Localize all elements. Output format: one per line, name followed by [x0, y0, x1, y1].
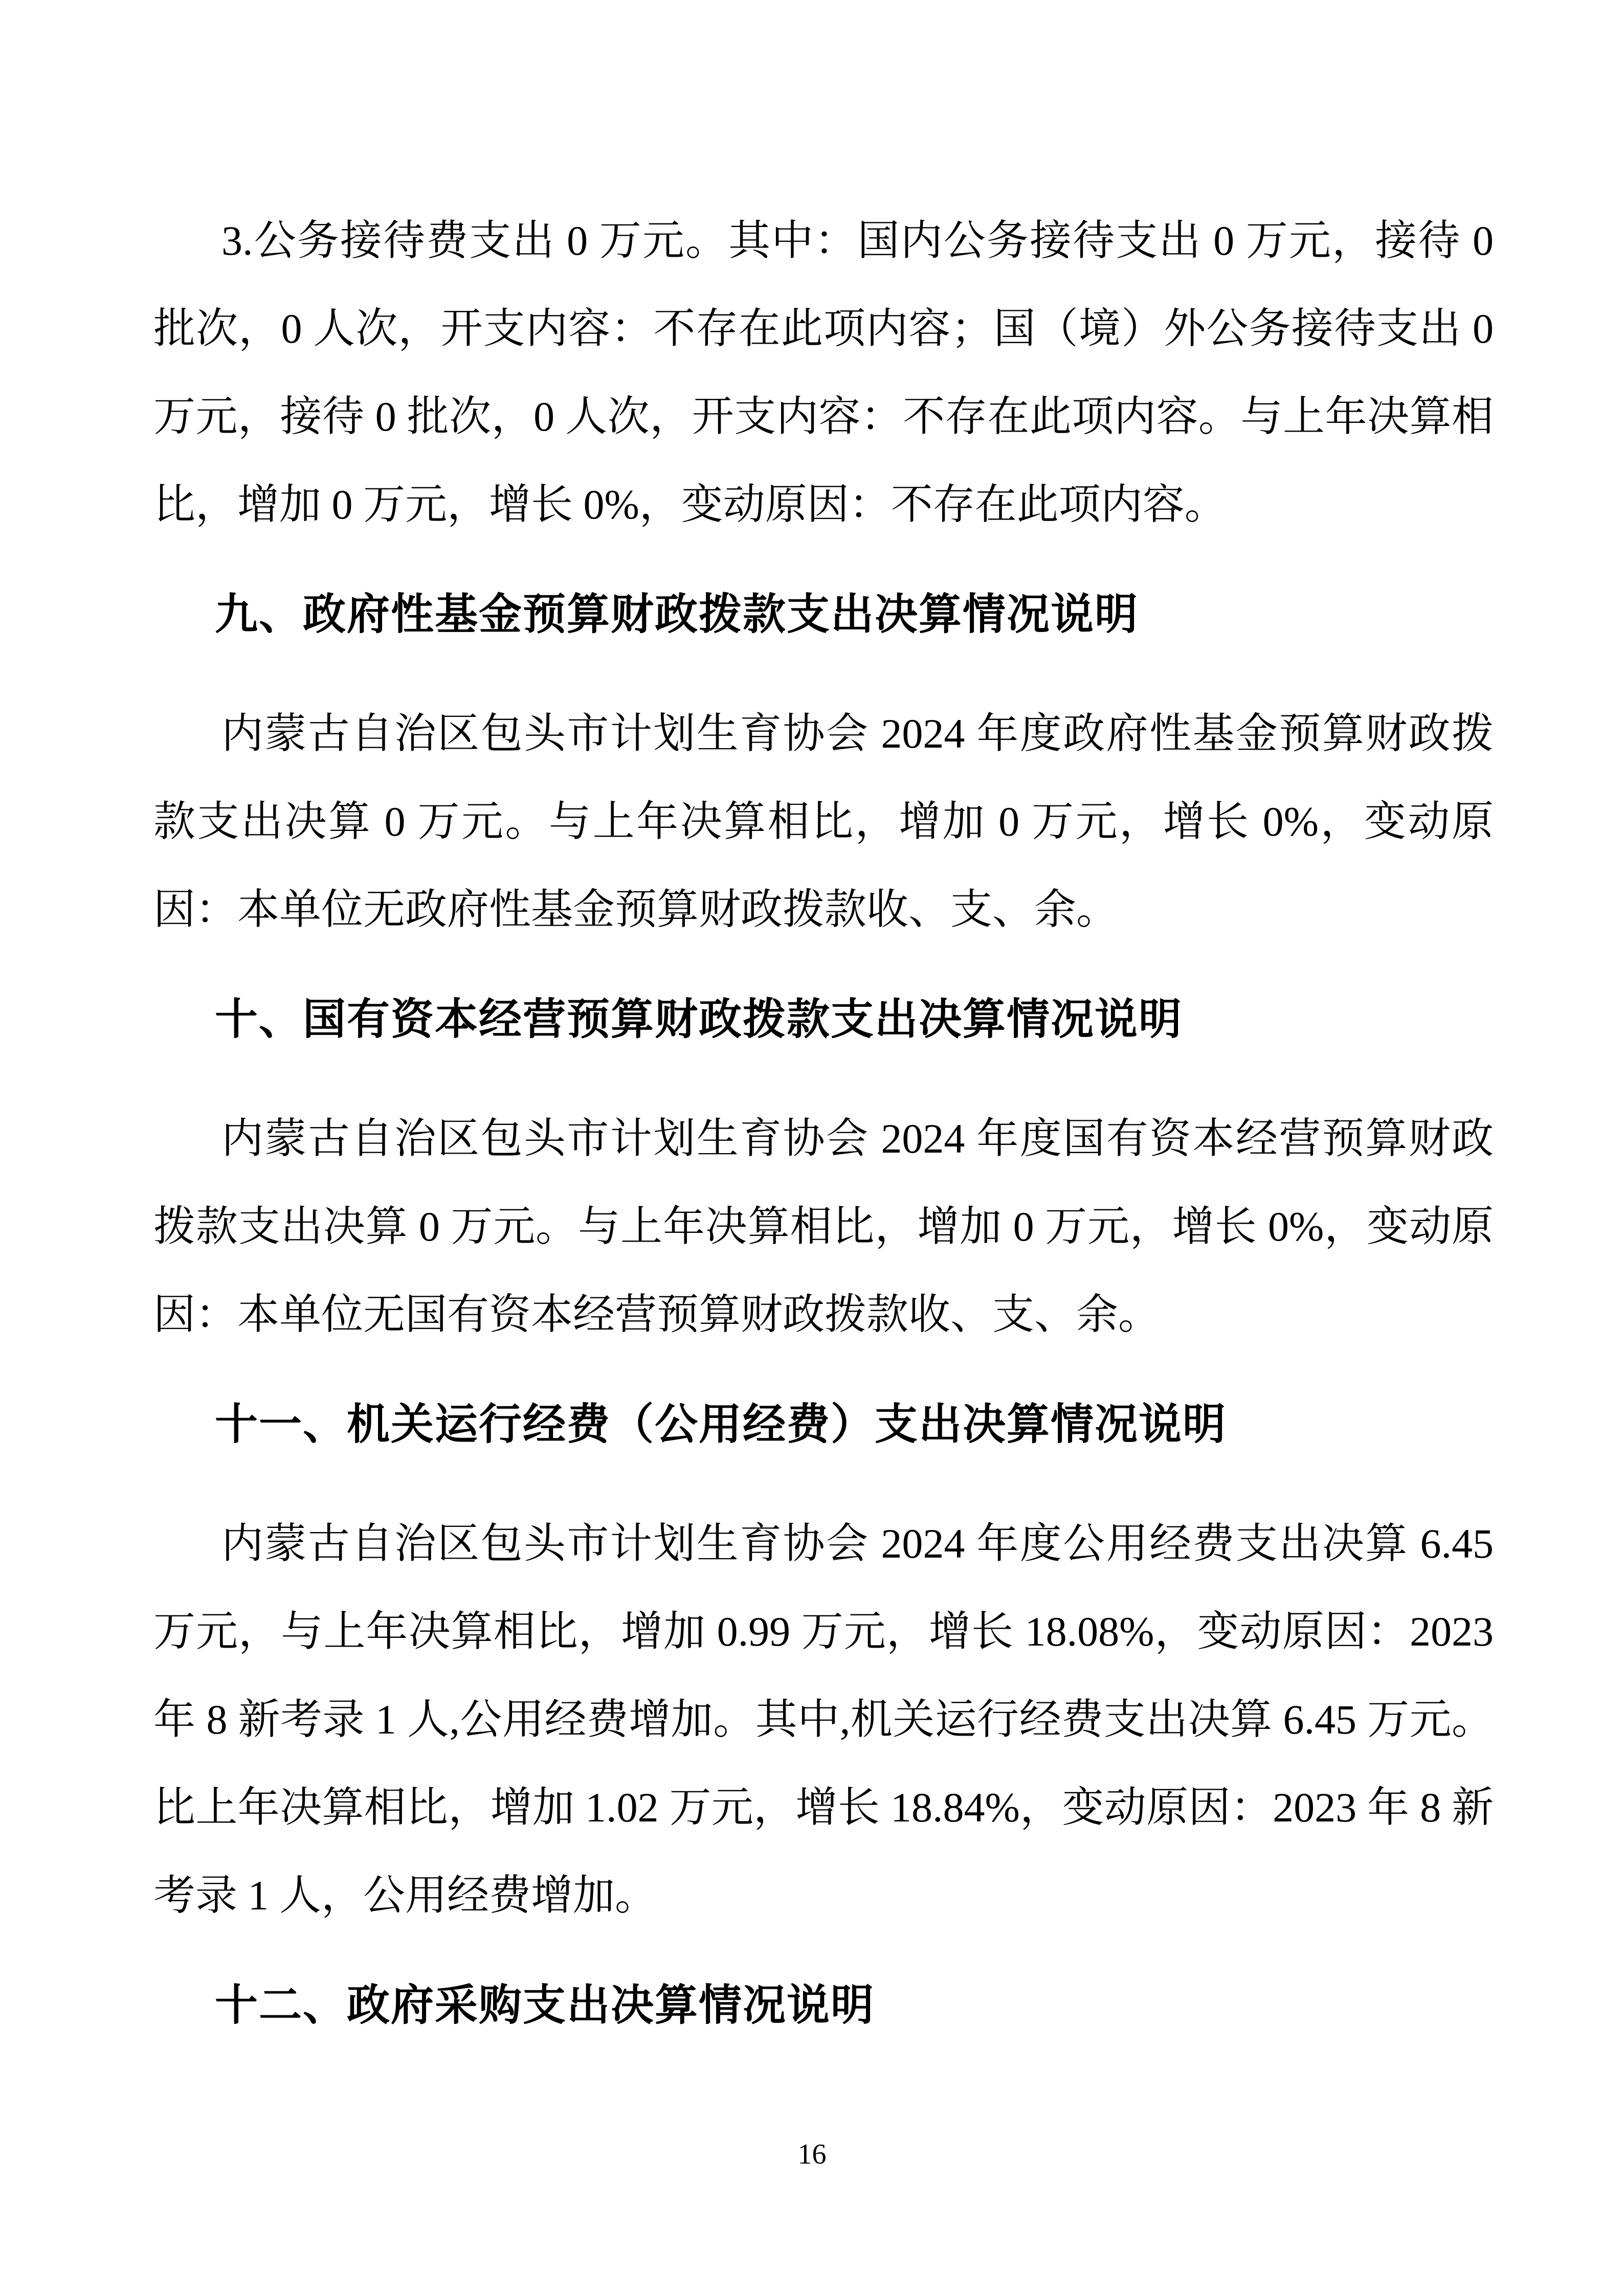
- heading-section-12-government-procurement: 十二、政府采购支出决算情况说明: [215, 1981, 875, 2029]
- document-content: [153, 197, 1494, 2081]
- heading-section-10-state-capital-budget: 十、国有资本经营预算财政拨款支出决算情况说明: [215, 995, 1183, 1043]
- heading-section-11-operating-expense: 十一、机关运行经费（公用经费）支出决算情况说明: [215, 1400, 1227, 1448]
- paragraph-state-capital-budget: 内蒙古自治区包头市计划生育协会 2024 年度国有资本经营预算财政拨款支出决算 0 万元。与上年决算相比，增加 0 万元，增长 0%，变动原因：本单位无国有资本经营预算财政拨款收、支、余。: [153, 1115, 1494, 1338]
- paragraph-official-reception-expense: 3.公务接待费支出 0 万元。其中：国内公务接待支出 0 万元，接待 0 批次，0 人次，开支内容：不存在此项内容；国（境）外公务接待支出 0 万元，接待 0 批次，0 人次，开支内容：不存在此项内容。与上年决算相比，增加 0 万元，增长 0%，变动原因：不存在此项内容。: [153, 217, 1494, 528]
- page-number: 16: [797, 2139, 827, 2170]
- paragraph-operating-expense: 内蒙古自治区包头市计划生育协会 2024 年度公用经费支出决算 6.45 万元，与上年决算相比，增加 0.99 万元，增长 18.08%，变动原因：2023 年 8 新考录 1 人,公用经费增加。其中,机关运行经费支出决算 6.45 万元。比上年决算相比，增加 1.02 万元，增长 18.84%，变动原因：2023 年 8 新考录 1 人，公用经费增加。: [153, 1520, 1494, 1919]
- heading-section-9-government-fund-budget: 九、政府性基金预算财政拨款支出决算情况说明: [215, 590, 1139, 638]
- paragraph-government-fund-budget: 内蒙古自治区包头市计划生育协会 2024 年度政府性基金预算财政拨款支出决算 0 万元。与上年决算相比，增加 0 万元，增长 0%，变动原因：本单位无政府性基金预算财政拨款收、支、余。: [153, 710, 1494, 933]
